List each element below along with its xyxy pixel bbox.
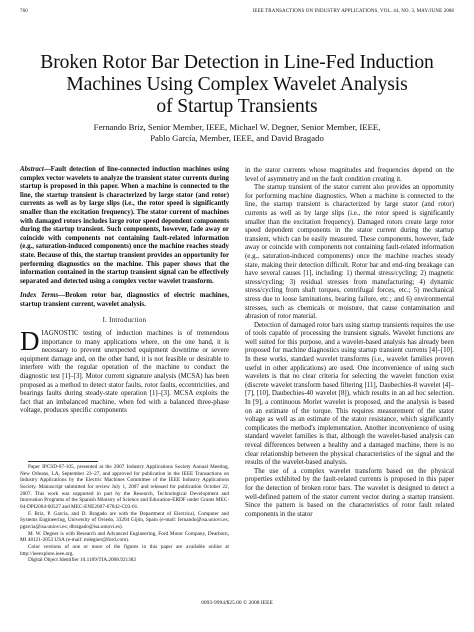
footnote-doi: Digital Object Identifier 10.1109/TIA.2008.921382 (28, 557, 136, 564)
right-column (245, 167, 454, 519)
title-line-2: Machines Using Complex Wavelet Analysis (66, 74, 408, 95)
body-paragraph: The use of a complex wavelet transform based on the physical properties exhibited by the fault-related currents is proposed in this paper for the detection of broken rotor bars. The wavelet is designed to detect a well-defined pattern of the stator current vector during a startup transient. Since the pattern is based on the characteristics of rotor fault related components in the stator (245, 467, 454, 518)
title-line-1: Broken Rotor Bar Detection in Line-Fed Induction (40, 52, 434, 73)
footnote-rule (28, 461, 98, 462)
intro-paragraph (20, 326, 229, 416)
drop-cap: D (20, 326, 40, 357)
body-paragraph: The startup transient of the stator current also provides an opportunity for performing machine diagnostics. When a machine is connected to the line, the startup transient is characterized by large stator (and rotor) currents as well as by large slips (i.e., the rotor speed is significantly smaller than the excitation frequency). Damaged rotors create large rotor speed dependent components in the stator current during the startup transient, which can be easily measured. These components, however, fade away or coincide with components not containing fault-related information (e.g., saturation-induced components) once the machine reaches steady state, making their detection difficult. Rotor bar and end-ring breakage can have several causes [1], including: 1) thermal stress/cycling; 2) magnetic stress/cycling; 3) residual stresses from manufacturing; 4) dynamic stress/cycling from shaft torques, centrifugal forces, etc.; 5) mechanical stress due to loose laminations, bearing failure, etc.; and 6) environmental stresses, such as chemicals or moisture, that cause contamination and abrasion of rotor material. (245, 184, 454, 321)
intro-text: testing of induction machines is of tremendous importance to many applications where, on the one hand, it is necessary to prevent unexpected equipment downtime or severe equipment damage and, on the other hand, it is not feasible or desirable to interfere with the regular operation of the machine to conduct the diagnostic test [1]–[3]. Motor current signature analysis (MCSA) has been proposed as a method to detect stator faults, rotor faults, eccentricities, and bearings faults during steady-state operation [1]–[3]. MCSA exploits the fact that an imbalanced machine, when fed with a balanced three-phase voltage, produces specific components (20, 330, 229, 415)
abstract-text: —Fault detection of line-connected induction machines using complex vector wavelets to analyze the transient stator currents during startup is proposed in this paper. When a machine is connected to the line, the startup transient is characterized by large stator (and rotor) currents as well as by large slips (i.e., the rotor speed is significantly smaller than the excitation frequency). The stator current of machines with damaged rotors includes large rotor speed dependent components during the startup transient. Such components, however, fade away or coincide with components not containing fault-related information (e.g., saturation-induced components) once the machine reaches steady state. Because of this, the startup transient provides an opportunity for performing diagnostics on the machine. This paper shows that the information contained in the startup transient signal can be effectively separated and detected using a complex vector wavelet transform. (20, 166, 229, 285)
author-line-1: Fernando Briz, Senior Member, IEEE, Michael W. Degner, Senior Member, IEEE, (93, 122, 381, 132)
left-column (20, 166, 229, 416)
author-list (20, 122, 454, 143)
body-paragraph: Detection of damaged rotor bars using startup transients requires the use of tools capable of processing the transient signals. Wavelet functions are well suited for this purpose, and a wavelet-based analysis has already been proposed for machine diagnostics using startup transient currents [4]–[10]. In these works, standard wavelet transforms (i.e., wavelet families proven useful in other applications) are used. One inconvenience of using such wavelets is that no clear criteria for selecting the wavelet function exist (discrete wavelet transform based filtering [11], Daubechies-8 wavelet [4]–[7], [10], Daubechies-40 wavelet [8]), which results in an ad hoc selection. In [9], a continuous Morlet wavelet is proposed, and the analysis is based on an estimate of the torque. This requires measurement of the stator voltage as well as an estimate of the stator resistance, which significantly complicates the method's implementation. Another inconvenience of using standard wavelet families is that, although the wavelet-based analysis can reveal differences between a healthy and a damaged machine, there is no clear relationship between the physical characteristics of the signal and the results of the wavelet-based analysis. (245, 321, 454, 467)
section-heading: I. Introduction (102, 316, 147, 324)
title-line-3: of Startup Transients (156, 96, 318, 117)
journal-name: IEEE TRANSACTIONS ON INDUSTRY APPLICATIONS, VOL. 44, NO. 3, MAY/JUNE 2008 (252, 9, 454, 14)
abstract-label: Abstract (20, 166, 44, 173)
footnote-affiliation-oviedo: F. Briz, P. García, and D. Bragado are with the Department of Electrical, Computer and Systems Engineering, University of Oviedo, 33204 Gijón, Spain (e-mail: fernando@isa.uniovi.es; pgarcia@isa.uniovi.es; dbragado@isa.uniovi.es). (20, 510, 229, 530)
footnote-submission: Paper IPCSD-07-105, presented at the 2007 Industry Applications Society Annual Meeting, New Orleans, LA, September 23–27, and approved for publication in the IEEE Transactions on Industry Applications by the Electric Machines Committee of the IEEE Industry Applications Society. Manuscript submitted for review July 1, 2007 and released for publication October 22, 2007. This work was supported in part by the Research, Technological Development and Innovation Programs of the Spanish Ministry of Science and Education-ERDF under Grants MEC-04-DPI2004-00527 and MEC-ENE2007-67842-C03-01. (20, 464, 229, 510)
index-terms-text: —Broken rotor bar, diagnostics of electric machines, startup transient current, wavelet analysis. (20, 292, 230, 308)
intro-first-word: IAGNOSTIC (41, 330, 79, 338)
footnote-color-versions: Color versions of one or more of the figures in this paper are available online at http://ieeexplore.ieee.org. (20, 543, 229, 557)
footnotes (20, 464, 229, 564)
abstract (20, 166, 229, 286)
page-number: 760 (20, 9, 28, 14)
body-paragraph: in the stator currents whose magnitudes and frequencies depend on the level of asymmetry and on the fault condition creating it. (245, 167, 454, 183)
index-terms-label: Index Terms (20, 292, 59, 300)
copyright-footer: 0093-9994/$25.00 © 2008 IEEE (201, 600, 273, 606)
index-terms (20, 292, 229, 309)
author-line-2: Pablo García, Member, IEEE, and David Bragado (150, 132, 324, 143)
footnote-affiliation-ford: M. W. Degner is with Research and Advanced Engineering, Ford Motor Company, Dearborn, MI 48121-2053 USA (e-mail: mdegner@ford.com). (20, 530, 229, 544)
paper-title (20, 52, 454, 118)
running-header (20, 9, 454, 17)
